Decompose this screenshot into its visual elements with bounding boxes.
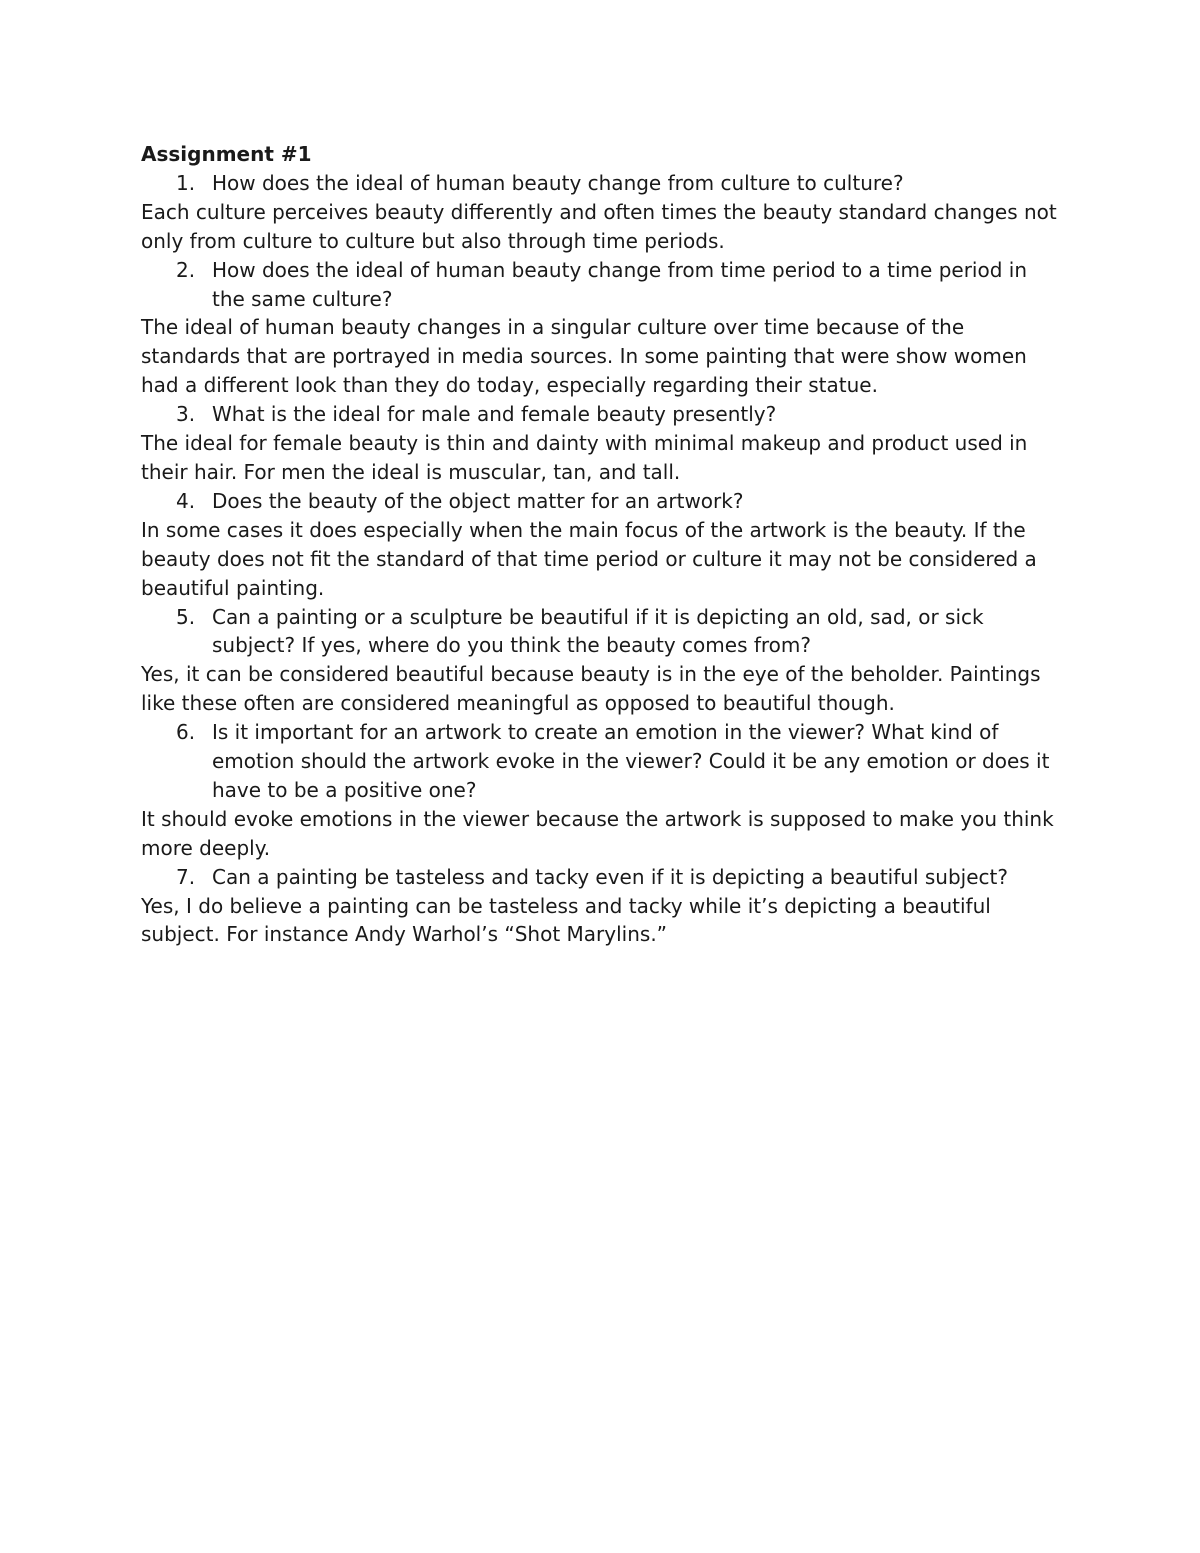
question-number: 5. (176, 604, 196, 629)
question-text: Does the beauty of the object matter for an artwork? (212, 488, 744, 513)
question-text: How does the ideal of human beauty change from time period to a time period in the same culture? (212, 257, 1027, 311)
question-1 (141, 169, 1066, 198)
question-number: 4. (176, 488, 196, 513)
document-title: Assignment #1 (141, 142, 312, 166)
question-text: Is it important for an artwork to create an emotion in the viewer? What kind of emotion should the artwork evoke in the viewer? Could it be any emotion or does it have to be a positive one? (212, 720, 1050, 802)
question-7 (141, 863, 1066, 892)
question-text: Can a painting be tasteless and tacky even if it is depicting a beautiful subject? (212, 864, 1008, 889)
question-6 (141, 718, 1066, 805)
answer-7: Yes, I do believe a painting can be tasteless and tacky while it’s depicting a beautiful subject. For instance Andy Warhol’s “Shot Marylins.” (141, 893, 991, 947)
question-text: Can a painting or a sculpture be beautiful if it is depicting an old, sad, or sick subject? If yes, where do you think the beauty comes from? (212, 604, 984, 658)
question-3 (141, 400, 1066, 429)
answer-4: In some cases it does especially when the main focus of the artwork is the beauty. If the beauty does not fit the standard of that time period or culture it may not be considered a beautiful painting. (141, 517, 1037, 600)
question-2 (141, 256, 1066, 314)
question-number: 6. (176, 720, 196, 745)
question-text: What is the ideal for male and female beauty presently? (212, 402, 777, 427)
answer-2: The ideal of human beauty changes in a singular culture over time because of the standards that are portrayed in media sources. In some painting that were show women had a different look than they do today, especially regarding their statue. (141, 315, 1027, 398)
answer-6: It should evoke emotions in the viewer because the artwork is supposed to make you think more deeply. (141, 806, 1054, 860)
question-5 (141, 603, 1066, 661)
question-number: 7. (176, 864, 196, 889)
question-4 (141, 487, 1066, 516)
question-number: 2. (176, 257, 196, 282)
answer-5: Yes, it can be considered beautiful because beauty is in the eye of the beholder. Paintings like these often are considered meaningful as opposed to beautiful though. (141, 662, 1041, 716)
document-body (141, 140, 1066, 949)
answer-3: The ideal for female beauty is thin and dainty with minimal makeup and product used in their hair. For men the ideal is muscular, tan, and tall. (141, 431, 1028, 484)
question-number: 3. (176, 402, 196, 427)
question-text: How does the ideal of human beauty change from culture to culture? (212, 170, 904, 195)
question-number: 1. (176, 170, 196, 195)
answer-1: Each culture perceives beauty differently and often times the beauty standard changes not only from culture to culture but also through time periods. (141, 199, 1057, 253)
